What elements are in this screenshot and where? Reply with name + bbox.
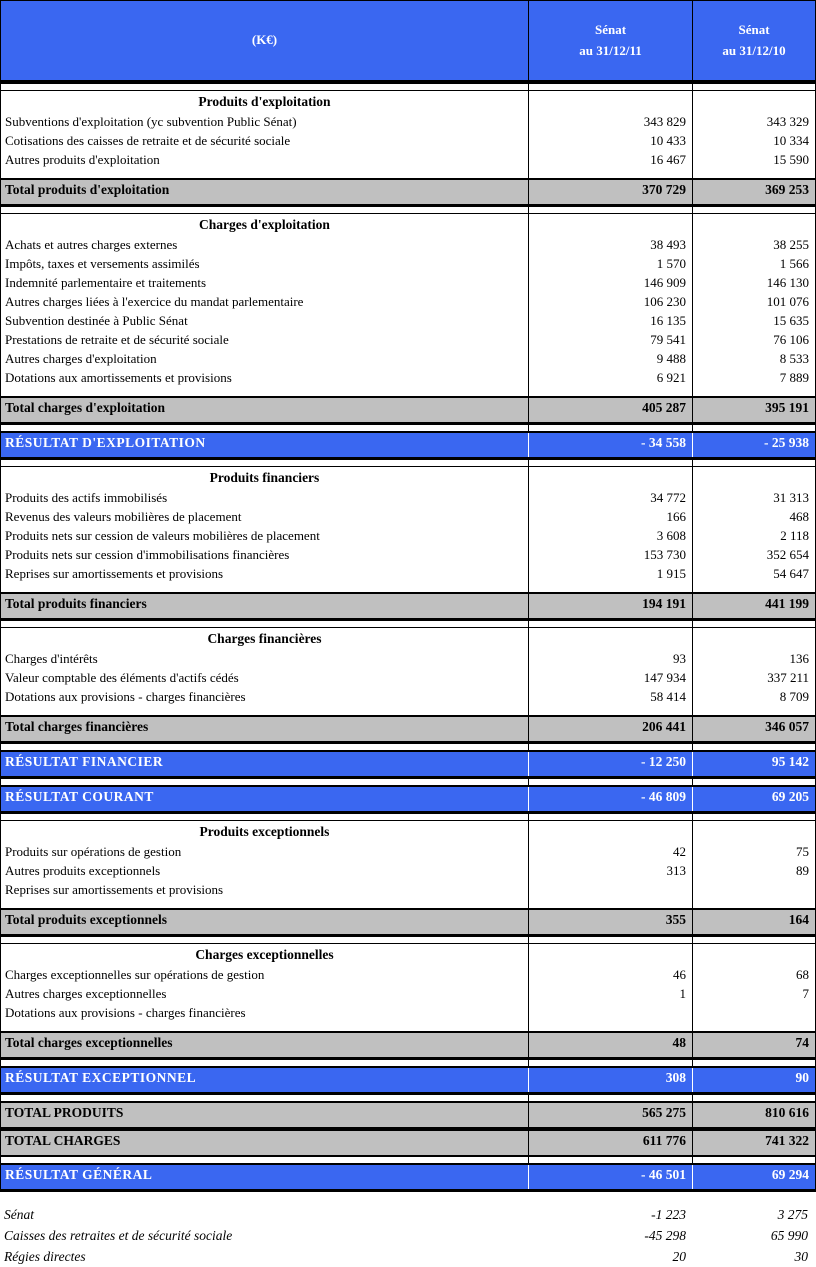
row-label: Total charges d'exploitation xyxy=(1,398,529,422)
row-label: RÉSULTAT D'EXPLOITATION xyxy=(1,433,529,457)
row-label: Reprises sur amortissements et provisions xyxy=(1,564,529,583)
value-2011: -45 298 xyxy=(644,1228,686,1243)
row-label: Autres produits exceptionnels xyxy=(1,861,529,880)
value-2011: 194 191 xyxy=(529,594,693,618)
value-2011: 3 608 xyxy=(529,526,693,545)
section-pad-row xyxy=(0,583,816,592)
value-2011: 147 934 xyxy=(529,668,693,687)
value-2010 xyxy=(693,706,815,715)
value-2011: 93 xyxy=(529,649,693,668)
row-label xyxy=(1,937,529,943)
row-label xyxy=(1,169,529,178)
value-2011: 20 xyxy=(672,1249,686,1264)
value-2011: 16 467 xyxy=(529,150,693,169)
row-label xyxy=(1,1060,529,1066)
value-2010: 8 709 xyxy=(779,689,809,704)
value-2010: 369 253 xyxy=(765,182,809,197)
value-2010 xyxy=(693,880,815,899)
value-2011 xyxy=(529,1060,693,1066)
value-2011 xyxy=(529,425,693,431)
value-2010: 346 057 xyxy=(765,719,809,734)
value-2011: 1 xyxy=(529,984,693,1003)
section-produits-exceptionnels xyxy=(0,820,816,908)
value-2011: 343 829 xyxy=(529,112,693,131)
value-2010 xyxy=(693,628,815,649)
spacer-row xyxy=(0,460,816,466)
table-row xyxy=(0,273,816,292)
value-2010: 395 191 xyxy=(765,400,809,415)
row-label: Produits nets sur cession d'immobilisations financières xyxy=(1,545,529,564)
section-pad-row xyxy=(0,169,816,178)
row-label xyxy=(1,1157,529,1163)
table-row xyxy=(0,564,816,583)
value-2010 xyxy=(693,1157,815,1163)
row-label: Reprises sur amortissements et provisions xyxy=(1,880,529,899)
spacer-row xyxy=(0,744,816,750)
row-label xyxy=(1,779,529,785)
value-2010: 10 334 xyxy=(773,133,809,148)
value-2011: 16 135 xyxy=(529,311,693,330)
value-2011 xyxy=(529,214,693,235)
section-title-produits-exceptionnels xyxy=(0,821,816,842)
value-2011: 166 xyxy=(529,507,693,526)
section-title-charges-financieres xyxy=(0,628,816,649)
value-2010: 30 xyxy=(794,1249,808,1264)
value-2010: 1 566 xyxy=(779,256,809,271)
row-label: Charges d'intérêts xyxy=(1,649,529,668)
result-row-resultat-courant xyxy=(0,785,816,814)
row-label: TOTAL PRODUITS xyxy=(1,1103,529,1127)
footer-row xyxy=(0,1246,816,1267)
value-2010 xyxy=(693,779,815,785)
value-2010: 468 xyxy=(789,509,809,524)
row-label: Produits sur opérations de gestion xyxy=(1,842,529,861)
row-label xyxy=(1,1022,529,1031)
col-header-2010 xyxy=(693,1,815,80)
value-2010: 76 106 xyxy=(773,332,809,347)
row-label: Cotisations des caisses de retraite et de sécurité sociale xyxy=(1,131,529,150)
value-2011: - 46 809 xyxy=(529,787,693,811)
row-label: Produits exceptionnels xyxy=(1,821,529,842)
section-produits-financiers xyxy=(0,466,816,592)
value-2011 xyxy=(529,467,693,488)
row-label xyxy=(1,814,529,820)
row-label: Dotations aux amortissements et provisions xyxy=(1,368,529,387)
spacer-row xyxy=(0,207,816,213)
spacer-row xyxy=(0,1157,816,1163)
value-2011: 565 275 xyxy=(529,1103,693,1127)
value-2011: 405 287 xyxy=(529,398,693,422)
value-2011 xyxy=(529,880,693,899)
row-label: RÉSULTAT FINANCIER xyxy=(1,752,529,776)
row-label: Dotations aux provisions - charges financières xyxy=(1,1003,529,1022)
value-2011: 313 xyxy=(529,861,693,880)
value-2011: 38 493 xyxy=(529,235,693,254)
section-pad-row xyxy=(0,387,816,396)
value-2010: 3 275 xyxy=(777,1207,808,1222)
spacer-row xyxy=(0,425,816,431)
section-charges-financieres xyxy=(0,627,816,715)
table-row xyxy=(0,292,816,311)
value-2010: 95 142 xyxy=(771,754,809,769)
value-2011 xyxy=(529,91,693,112)
section-produits-exploitation xyxy=(0,90,816,178)
value-2010 xyxy=(693,425,815,431)
value-2011 xyxy=(529,387,693,396)
grand-total-row-total-produits xyxy=(0,1101,816,1129)
table-row xyxy=(0,965,816,984)
row-label: Total produits exceptionnels xyxy=(1,910,529,934)
row-label: Subventions d'exploitation (yc subvention Public Sénat) xyxy=(1,112,529,131)
spacer-row xyxy=(0,937,816,943)
table-row xyxy=(0,311,816,330)
spacer-row xyxy=(0,621,816,627)
value-2011: 46 xyxy=(529,965,693,984)
spacer-row xyxy=(0,1060,816,1066)
value-2011 xyxy=(529,706,693,715)
value-2010: 810 616 xyxy=(765,1105,809,1120)
row-label: Produits financiers xyxy=(1,467,529,488)
row-label: RÉSULTAT EXCEPTIONNEL xyxy=(1,1068,529,1092)
row-label: Charges exceptionnelles xyxy=(1,944,529,965)
value-2011 xyxy=(529,628,693,649)
value-2011 xyxy=(529,744,693,750)
row-label: Charges exceptionnelles sur opérations de gestion xyxy=(1,965,529,984)
value-2010: 15 590 xyxy=(773,152,809,167)
total-row-total-charges-exploitation xyxy=(0,396,816,425)
value-2010: 136 xyxy=(789,651,809,666)
table-row xyxy=(0,112,816,131)
value-2011: - 12 250 xyxy=(529,752,693,776)
row-label: Achats et autres charges externes xyxy=(1,235,529,254)
value-2011 xyxy=(529,779,693,785)
unit-label: (K€) xyxy=(251,32,278,48)
row-label xyxy=(1,621,529,627)
section-pad-row xyxy=(0,706,816,715)
table-row xyxy=(0,507,816,526)
value-2010: 352 654 xyxy=(766,547,809,562)
value-2010: 65 990 xyxy=(770,1228,808,1243)
table-row xyxy=(0,254,816,273)
value-2010 xyxy=(693,1060,815,1066)
table-row xyxy=(0,649,816,668)
value-2010: 89 xyxy=(796,863,809,878)
section-title-produits-financiers xyxy=(0,467,816,488)
row-label xyxy=(1,744,529,750)
total-row-total-produits-exceptionnels xyxy=(0,908,816,937)
row-label: Autres charges liées à l'exercice du mandat parlementaire xyxy=(1,292,529,311)
row-label: Dotations aux provisions - charges financières xyxy=(1,687,529,706)
table-row xyxy=(0,842,816,861)
row-label xyxy=(1,425,529,431)
row-label xyxy=(1,899,529,908)
value-2011: 146 909 xyxy=(529,273,693,292)
value-2011: 355 xyxy=(529,910,693,934)
row-label: Total charges financières xyxy=(1,717,529,741)
value-2011: 58 414 xyxy=(529,687,693,706)
value-2010: 8 533 xyxy=(779,351,809,366)
value-2011: 370 729 xyxy=(529,180,693,204)
value-2010 xyxy=(693,621,815,627)
value-2010: 69 294 xyxy=(771,1167,809,1182)
col-header-2010-line2: au 31/12/10 xyxy=(722,42,786,58)
value-2010: 7 889 xyxy=(779,370,809,385)
value-2010 xyxy=(693,937,815,943)
value-2011: 106 230 xyxy=(529,292,693,311)
value-2011 xyxy=(529,1003,693,1022)
row-label: Autres charges d'exploitation xyxy=(1,349,529,368)
table-row xyxy=(0,545,816,564)
total-row-total-produits-exploitation xyxy=(0,178,816,207)
spacer-row xyxy=(0,814,816,820)
value-2011: 611 776 xyxy=(529,1131,693,1155)
section-title-charges-exceptionnelles xyxy=(0,944,816,965)
value-2010 xyxy=(693,1095,815,1101)
value-2010: 146 130 xyxy=(766,275,809,290)
table-row xyxy=(0,526,816,545)
col-header-2011 xyxy=(529,1,693,80)
row-label: Prestations de retraite et de sécurité sociale xyxy=(1,330,529,349)
value-2010 xyxy=(693,1003,815,1022)
value-2011 xyxy=(529,1157,693,1163)
total-row-total-produits-financiers xyxy=(0,592,816,621)
value-2010 xyxy=(693,84,815,90)
section-pad-row xyxy=(0,1022,816,1031)
value-2011 xyxy=(529,937,693,943)
value-2011 xyxy=(529,460,693,466)
value-2010: 38 255 xyxy=(773,237,809,252)
value-2010 xyxy=(693,899,815,908)
value-2010 xyxy=(693,467,815,488)
value-2010: 74 xyxy=(795,1035,809,1050)
col-header-2010-line1: Sénat xyxy=(738,22,770,38)
row-label: RÉSULTAT GÉNÉRAL xyxy=(1,1165,529,1189)
row-label: Valeur comptable des éléments d'actifs cédés xyxy=(1,668,529,687)
value-2011 xyxy=(529,621,693,627)
value-2010: 2 118 xyxy=(780,528,809,543)
table-row xyxy=(0,984,816,1003)
value-2010 xyxy=(693,1022,815,1031)
table-header-row xyxy=(0,0,816,84)
result-row-resultat-exploitation xyxy=(0,431,816,460)
value-2011: 34 772 xyxy=(529,488,693,507)
row-label: TOTAL CHARGES xyxy=(1,1131,529,1155)
result-row-resultat-general xyxy=(0,1163,816,1192)
row-label: Produits nets sur cession de valeurs mobilières de placement xyxy=(1,526,529,545)
spacer-row xyxy=(0,1095,816,1101)
value-2011: - 34 558 xyxy=(529,433,693,457)
result-row-resultat-exceptionnel xyxy=(0,1066,816,1095)
value-2011: 9 488 xyxy=(529,349,693,368)
value-2010 xyxy=(693,821,815,842)
value-2011 xyxy=(529,1095,693,1101)
value-2011 xyxy=(529,207,693,213)
row-label: Produits d'exploitation xyxy=(1,91,529,112)
value-2011 xyxy=(529,944,693,965)
value-2011: 153 730 xyxy=(529,545,693,564)
value-2010 xyxy=(693,387,815,396)
value-2010: 7 xyxy=(802,986,809,1001)
value-2011 xyxy=(529,821,693,842)
value-2010 xyxy=(693,460,815,466)
value-2010: 31 313 xyxy=(773,490,809,505)
row-label xyxy=(1,460,529,466)
row-label xyxy=(1,84,529,90)
row-label: Régies directes xyxy=(4,1249,86,1264)
value-2011: 48 xyxy=(529,1033,693,1057)
result-row-resultat-financier xyxy=(0,750,816,779)
row-label: Indemnité parlementaire et traitements xyxy=(1,273,529,292)
row-label: Charges d'exploitation xyxy=(1,214,529,235)
value-2010 xyxy=(693,744,815,750)
value-2010 xyxy=(693,207,815,213)
value-2011: -1 223 xyxy=(651,1207,686,1222)
value-2010: 54 647 xyxy=(773,566,809,581)
table-row xyxy=(0,861,816,880)
value-2010 xyxy=(693,91,815,112)
value-2011: 6 921 xyxy=(529,368,693,387)
value-2010: 75 xyxy=(796,844,809,859)
value-2011: 1 570 xyxy=(529,254,693,273)
value-2011: 206 441 xyxy=(529,717,693,741)
row-label: Charges financières xyxy=(1,628,529,649)
total-row-total-charges-financieres xyxy=(0,715,816,744)
footer-row xyxy=(0,1204,816,1225)
value-2011: 10 433 xyxy=(529,131,693,150)
row-label: Impôts, taxes et versements assimilés xyxy=(1,254,529,273)
value-2010: 101 076 xyxy=(766,294,809,309)
value-2010 xyxy=(693,944,815,965)
table-row xyxy=(0,349,816,368)
value-2011: 308 xyxy=(529,1068,693,1092)
col-header-2011-line1: Sénat xyxy=(594,22,627,38)
table-row xyxy=(0,150,816,169)
row-label: Total produits d'exploitation xyxy=(1,180,529,204)
value-2010: 164 xyxy=(788,912,809,927)
value-2011 xyxy=(529,1022,693,1031)
spacer-row xyxy=(0,84,816,90)
value-2010: 68 xyxy=(796,967,809,982)
value-2011: 1 915 xyxy=(529,564,693,583)
section-charges-exploitation xyxy=(0,213,816,396)
col-header-2011-line2: au 31/12/11 xyxy=(579,42,642,58)
table-row xyxy=(0,668,816,687)
section-charges-exceptionnelles xyxy=(0,943,816,1031)
value-2010: 441 199 xyxy=(765,596,809,611)
value-2010: 69 205 xyxy=(771,789,809,804)
row-label: Revenus des valeurs mobilières de placement xyxy=(1,507,529,526)
row-label: Autres charges exceptionnelles xyxy=(1,984,529,1003)
value-2010 xyxy=(693,814,815,820)
section-pad-row xyxy=(0,899,816,908)
grand-total-row-total-charges xyxy=(0,1129,816,1157)
value-2010: 90 xyxy=(795,1070,809,1085)
row-label: Sénat xyxy=(4,1207,34,1222)
table-row xyxy=(0,235,816,254)
row-label: Subvention destinée à Public Sénat xyxy=(1,311,529,330)
table-blocks xyxy=(0,84,816,1192)
row-label: Total produits financiers xyxy=(1,594,529,618)
value-2011 xyxy=(529,899,693,908)
value-2011 xyxy=(529,583,693,592)
unit-header-cell xyxy=(1,1,529,80)
row-label: Caisses des retraites et de sécurité sociale xyxy=(4,1228,233,1243)
table-row xyxy=(0,687,816,706)
row-label xyxy=(1,706,529,715)
row-label xyxy=(1,387,529,396)
row-label xyxy=(1,583,529,592)
value-2010 xyxy=(693,169,815,178)
section-title-charges-exploitation xyxy=(0,214,816,235)
row-label: Total charges exceptionnelles xyxy=(1,1033,529,1057)
table-row xyxy=(0,1003,816,1022)
row-label: Produits des actifs immobilisés xyxy=(1,488,529,507)
value-2010: 15 635 xyxy=(773,313,809,328)
value-2011: - 46 501 xyxy=(529,1165,693,1189)
total-row-total-charges-exceptionnelles xyxy=(0,1031,816,1060)
table-row xyxy=(0,131,816,150)
value-2010: - 25 938 xyxy=(764,435,809,450)
table-row xyxy=(0,488,816,507)
row-label: RÉSULTAT COURANT xyxy=(1,787,529,811)
value-2010 xyxy=(693,214,815,235)
value-2010: 741 322 xyxy=(765,1133,809,1148)
row-label: Autres produits d'exploitation xyxy=(1,150,529,169)
value-2010: 343 329 xyxy=(766,114,809,129)
value-2011: 79 541 xyxy=(529,330,693,349)
table-row xyxy=(0,330,816,349)
footer-row xyxy=(0,1225,816,1246)
value-2011: 42 xyxy=(529,842,693,861)
row-label xyxy=(1,207,529,213)
table-row xyxy=(0,368,816,387)
row-label xyxy=(1,1095,529,1101)
value-2010 xyxy=(693,583,815,592)
value-2011 xyxy=(529,169,693,178)
spacer-row xyxy=(0,779,816,785)
value-2010: 337 211 xyxy=(767,670,809,685)
value-2011 xyxy=(529,84,693,90)
section-title-produits-exploitation xyxy=(0,91,816,112)
table-row xyxy=(0,880,816,899)
footer-breakdown xyxy=(0,1204,816,1267)
value-2011 xyxy=(529,814,693,820)
